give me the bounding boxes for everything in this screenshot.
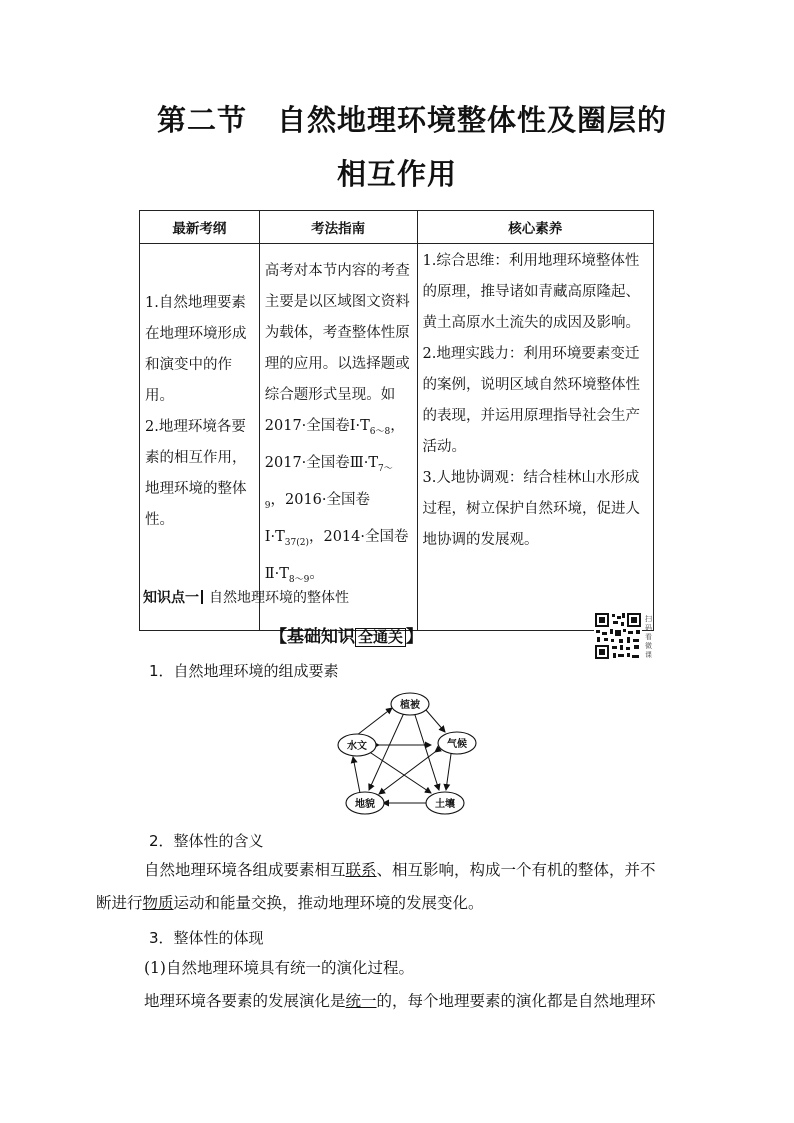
node-label: 地貌 (355, 799, 375, 810)
node-label: 植被 (400, 700, 420, 711)
banner-badge: 全通关 (355, 628, 406, 647)
syllabus-item: 2.地理环境各要素的相互作用，地理环境的整体性。 (145, 419, 247, 528)
guide-text: 。 (309, 565, 324, 582)
guide-text: ，2017·全国卷Ⅲ·T (264, 418, 405, 471)
heading-components: 1．自然地理环境的组成要素 (149, 662, 339, 680)
arrow-vegetation-soil (415, 715, 439, 790)
section-title-line2: 相互作用 (336, 157, 457, 191)
section-title-line1: 第二节 自然地理环境整体性及圈层的 (156, 103, 667, 137)
key-term: 物质 (142, 894, 174, 912)
table-header-row (140, 211, 654, 244)
question-range: 7～9 (264, 463, 393, 511)
knowledge-point-text: 自然地理环境的整体性 (209, 590, 349, 606)
body-text: 自然地理环境各组成要素相互 (144, 861, 346, 879)
header-latest-syllabus: 最新考纲 (140, 211, 260, 244)
qr-code-icon[interactable] (594, 612, 642, 660)
node-label: 气候 (447, 739, 467, 750)
node-label: 水文 (347, 741, 367, 752)
basic-knowledge-banner (270, 622, 423, 647)
body-text: 的，每个地理要素的演化都是自然地理环 (376, 992, 656, 1010)
literacy-item: 1.综合思维：利用地理环境整体性的原理，推导诸如青藏高原隆起、黄土高原水土流失的成因及影响。 (422, 253, 641, 331)
divider (201, 590, 203, 604)
arrow-vegetation-climate (426, 710, 445, 732)
knowledge-point-label: 知识点一 (143, 590, 199, 606)
node-label: 土壤 (435, 799, 455, 810)
question-range: 6～8 (369, 426, 391, 437)
heading-manifestation: 3．整体性的体现 (149, 929, 264, 947)
body-text: 断进行 (96, 894, 143, 912)
guide-text: ，2014·全国卷Ⅱ·T (264, 528, 409, 582)
arrow-water-soil (371, 753, 431, 793)
manifestation-paragraph (144, 985, 704, 1018)
literacy-item: 3.人地协调观：结合桂林山水形成过程，树立保护自然环境，促进人地协调的发展观。 (422, 470, 641, 548)
header-exam-guide: 考法指南 (259, 211, 417, 244)
arrow-climate-landform (379, 752, 435, 794)
qr-caption: 扫码看微课 (645, 615, 652, 659)
key-term: 联系 (345, 861, 377, 879)
header-core-literacy: 核心素养 (417, 211, 653, 244)
key-term: 统一 (345, 992, 377, 1010)
banner-text: 【基础知识 (270, 627, 355, 647)
meaning-paragraph (96, 854, 680, 920)
arrow-water-vegetation (357, 708, 392, 735)
question-range: 8～9 (288, 574, 310, 585)
body-text: 地理环境各要素的发展演化是 (144, 992, 346, 1010)
cell-syllabus (140, 244, 260, 631)
body-text: 运动和能量交换，推动地理环境的发展变化。 (173, 894, 484, 912)
arrow-vegetation-landform (369, 715, 403, 790)
question-range: 37(2) (284, 537, 309, 548)
banner-text: 】 (406, 627, 424, 647)
literacy-item: 2.地理实践力：利用环境要素变迁的案例，说明区域自然环境整体性的表现，并运用原理指导社会生产活动。 (422, 346, 641, 455)
manifestation-subheading: (1)自然地理环境具有统一的演化过程。 (144, 959, 414, 977)
arrow-landform-water (353, 757, 360, 793)
table-row (140, 244, 654, 631)
guide-text: 高考对本节内容的考查主要是以区域图文资料为载体，考查整体性原理的应用。以选择题或综合题形式呈现。如 2017·全国卷Ⅰ·T (264, 263, 410, 434)
knowledge-point-heading (143, 587, 349, 607)
body-text: 、相互影响，构成一个有机的整体，并不 (376, 861, 656, 879)
cell-exam-guide (259, 244, 417, 631)
arrow-climate-soil (446, 754, 451, 790)
cell-core-literacy (417, 244, 653, 631)
syllabus-table (139, 210, 654, 631)
heading-meaning: 2．整体性的含义 (149, 832, 264, 850)
guide-text: ，2016·全国卷Ⅰ·T (264, 491, 371, 545)
elements-relationship-diagram (335, 690, 485, 825)
syllabus-item: 1.自然地理要素在地理环境形成和演变中的作用。 (145, 295, 247, 404)
